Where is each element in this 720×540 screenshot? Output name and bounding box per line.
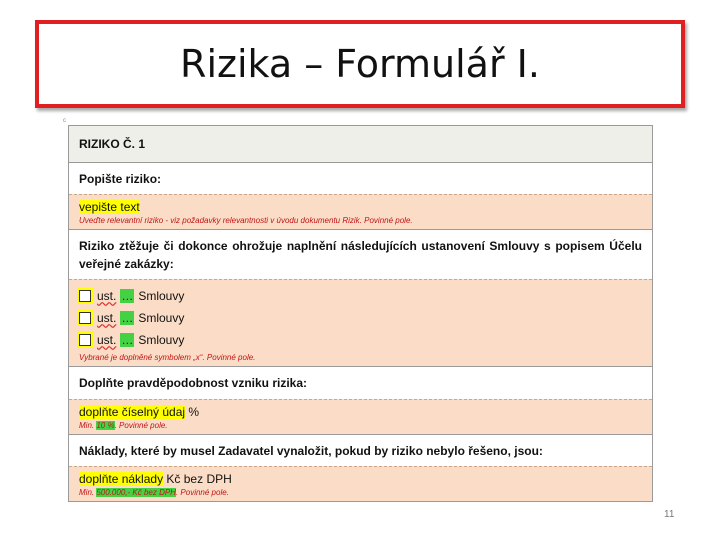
slide-title bbox=[35, 20, 685, 108]
threat-item-ust: ust. bbox=[97, 289, 117, 304]
costs-note bbox=[79, 488, 642, 497]
costs-note-suffix: . Povinné pole. bbox=[175, 487, 229, 497]
page-number: 11 bbox=[664, 509, 675, 520]
risk-header-section bbox=[69, 126, 652, 163]
checkbox-icon[interactable] bbox=[79, 334, 91, 346]
checkbox-icon[interactable] bbox=[79, 290, 91, 302]
threat-item-ust: ust. bbox=[97, 333, 117, 348]
checkbox-icon[interactable] bbox=[79, 312, 91, 324]
threat-item-ust: ust. bbox=[97, 311, 117, 326]
probability-input[interactable]: doplňte číselný údaj bbox=[79, 404, 186, 419]
probability-note-value: 10 % bbox=[96, 420, 115, 430]
threat-item-text: Smlouvy bbox=[138, 311, 185, 326]
threat-item-text: Smlouvy bbox=[138, 333, 185, 348]
risk-header: RIZIKO Č. 1 bbox=[69, 126, 652, 162]
slide-title-text: Rizika – Formulář I. bbox=[180, 42, 540, 86]
threat-item-dots[interactable]: … bbox=[121, 333, 134, 348]
threat-note: Vybrané je doplněné symbolem „x“. Povinné pole. bbox=[79, 353, 256, 363]
threat-item-dots[interactable]: … bbox=[121, 311, 134, 326]
costs-note-prefix: Min. bbox=[79, 487, 95, 497]
costs-label: Náklady, které by musel Zadavatel vynaložit, pokud by riziko nebylo řešeno, jsou: bbox=[79, 443, 543, 458]
threat-item[interactable] bbox=[79, 285, 642, 307]
threat-item[interactable] bbox=[79, 329, 642, 351]
probability-answer bbox=[69, 399, 652, 434]
corner-mark: c bbox=[63, 118, 66, 124]
describe-answer[interactable] bbox=[69, 194, 652, 229]
risk-form bbox=[68, 125, 653, 502]
threat-section bbox=[69, 230, 652, 367]
costs-unit: Kč bez DPH bbox=[166, 471, 232, 486]
costs-input[interactable]: doplňte náklady bbox=[79, 471, 164, 486]
threat-item-text: Smlouvy bbox=[138, 289, 185, 304]
probability-note-prefix: Min. bbox=[79, 420, 95, 430]
probability-label: Doplňte pravděpodobnost vzniku rizika: bbox=[79, 376, 308, 391]
describe-section bbox=[69, 163, 652, 230]
describe-label: Popište riziko: bbox=[79, 172, 162, 186]
probability-note-suffix: . Povinné pole. bbox=[114, 420, 168, 430]
probability-note bbox=[79, 421, 642, 430]
threat-label: Riziko ztěžuje či dokonce ohrožuje naplnění následujících ustanovení Smlouvy s popisem Účelu veřejné zakázky: bbox=[79, 239, 642, 271]
threat-item-dots[interactable]: … bbox=[121, 289, 134, 304]
describe-input[interactable]: vepište text bbox=[79, 200, 140, 215]
costs-note-value: 500.000,- Kč bez DPH bbox=[96, 487, 176, 497]
probability-unit: % bbox=[188, 404, 200, 419]
describe-note: Uveďte relevantní riziko - viz požadavky relevantnosti v úvodu dokumentu Rizik. Povinné pole. bbox=[79, 216, 413, 226]
threat-item[interactable] bbox=[79, 307, 642, 329]
threat-answer bbox=[69, 279, 652, 366]
probability-section bbox=[69, 367, 652, 434]
costs-section bbox=[69, 435, 652, 501]
costs-answer bbox=[69, 466, 652, 501]
